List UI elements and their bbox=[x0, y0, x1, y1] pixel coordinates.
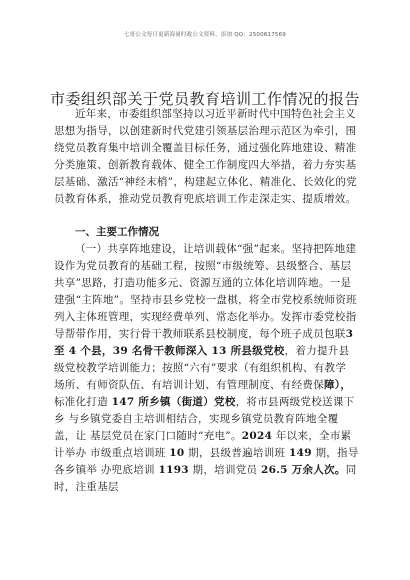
highlight-text: 2024 bbox=[241, 430, 273, 442]
section-heading-main-work: 一、主要工作情况 bbox=[75, 226, 159, 238]
paragraph-shared-base-construction bbox=[54, 241, 360, 496]
paragraph-text: 同时，注重基层 bbox=[54, 464, 357, 493]
header-note: 七哥公文每日更新海量时政公文资料，添加 QQ：2500617569 bbox=[123, 32, 286, 38]
paragraph-text: 期，培训党员 bbox=[188, 464, 261, 476]
highlight-text: 障）， bbox=[324, 379, 352, 391]
highlight-text: 3 至 4 个县，39 名骨干教师深入 13 所县级党校 bbox=[54, 328, 354, 357]
highlight-text: 26.5 万余人次。 bbox=[261, 464, 346, 476]
document-title: 市委组织部关于党员教育培训工作情况的报告 bbox=[49, 90, 360, 108]
paragraph-text: ，着力提升县 级党校教学培训能力；按照“六有”要求（有组织机构、有教学 场所、有师资队伍、有培训计划、有管理制度、有经费保 bbox=[54, 345, 350, 391]
highlight-text: 1193 bbox=[158, 464, 189, 476]
paragraph-text: ，将市县两级党校送课下乡 与乡镇党委自主培训相结合，实现乡镇党员教育阵地全覆盖，让 基层党员在家门口随时“充电”。 bbox=[54, 396, 355, 442]
paragraph-text: 标准化打造 bbox=[54, 396, 112, 408]
paragraph-text: 期，指导各乡镇举 办兜底培训 bbox=[54, 447, 359, 476]
paragraph-text: 年以来，全市累计举办 市级重点培训班 bbox=[54, 430, 352, 459]
paragraph-text: 期，县级普遍培训班 bbox=[184, 447, 289, 459]
paragraph-text: （一）共享阵地建设，让培训载体“强”起来。坚持把阵地建设作为党员教育的基础工程，按照“市级统筹、县级整合、基层共享”思路，打造功能多元、资源互通的立体化培训阵地。一是建强“主阵地”。坚持市县乡党校一盘棋，将全市党校系统师资班列入主体班管理，实现经费单列、常态化举办。发挥市委党校指导帮带作用，实行骨干教师联系县校制度，每个班子成员包联 bbox=[54, 243, 357, 340]
highlight-text: 147 所乡镇（街道）党校 bbox=[111, 396, 236, 408]
intro-paragraph: 近年来，市委组织部坚持以习近平新时代中国特色社会主义思想为指导，以创建新时代党建引领基层治理示范区为牵引，围绕党员教育集中培训全覆盖目标任务，通过强化阵地建设、精准分类施策、创新教育载体、健全工作制度四大举措，着力夯实基层基础、激活“神经末梢”，构建起立体化、精准化、长效化的党员教育体系，推动党员教育兜底培训工作走深走实、提质增效。 bbox=[54, 108, 357, 205]
highlight-text: 149 bbox=[288, 447, 312, 459]
highlight-text: 10 bbox=[169, 447, 185, 459]
